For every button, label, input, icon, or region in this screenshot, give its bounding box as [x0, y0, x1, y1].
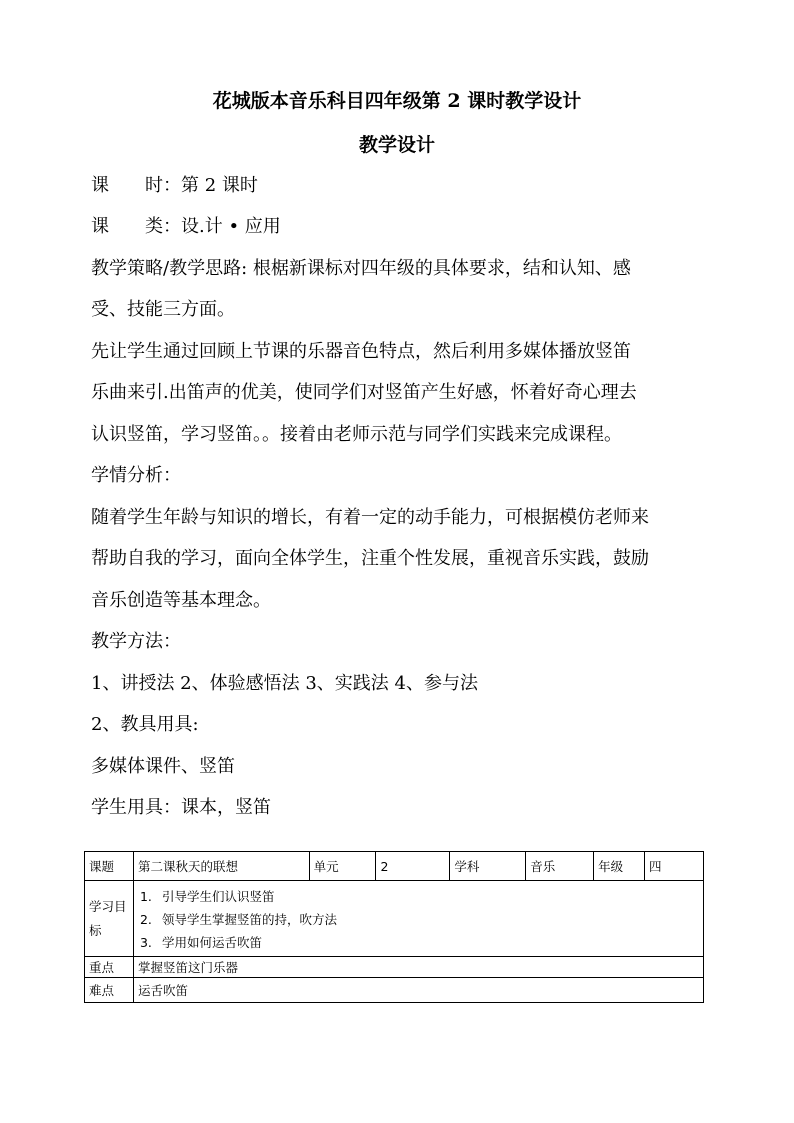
lesson-type-row: [91, 212, 281, 238]
paragraph-line: 认识竖笛，学习竖笛。。接着由老师示范与同学们实践来完成课程。: [91, 424, 622, 445]
section-heading-teaching-methods: 教学方法：: [91, 631, 181, 652]
document-title: 花城版本音乐科目四年级第 2 课时教学设计: [212, 90, 582, 112]
subject-value: 音乐: [526, 852, 594, 881]
paragraph-line: 乐曲来引.出笛声的优美，使同学们对竖笛产生好感，怀着好奇心理去: [91, 382, 637, 403]
key-point-label: 重点: [85, 957, 134, 978]
grade-label: 年级: [594, 852, 645, 881]
paragraph-line: 多媒体课件、竖笛: [91, 756, 235, 777]
section-heading-teaching-aids: 2、教具用具:: [91, 714, 199, 735]
table-row: [85, 852, 704, 881]
difficulty-label: 难点: [85, 978, 134, 1003]
type-label: 课: [91, 216, 133, 237]
period-row: [91, 171, 258, 197]
paragraph-line: 教学策略/教学思路: 根椐新课标对四年级的具体要求，结和认知、感: [91, 258, 631, 279]
paragraph-line: 1、讲授法 2、体验感悟法 3、实践法 4、参与法: [91, 673, 478, 694]
subject-label: 学科: [450, 852, 526, 881]
goals-cell: [133, 881, 703, 957]
period-label: 课: [91, 175, 133, 196]
section-heading-learning-analysis: 学情分析：: [91, 465, 181, 486]
paragraph-line: 学生用具：课本，竖笛: [91, 797, 271, 818]
paragraph-line: 随着学生年龄与知识的增长，有着一定的动手能力，可根据模仿老师来: [91, 507, 649, 528]
grade-value: 四: [645, 852, 704, 881]
list-item: 3. 学用如何运舌吹笛: [139, 935, 262, 950]
type-label-suffix: 类：: [145, 216, 181, 237]
goals-label: 学习目标: [85, 881, 134, 957]
paragraph-line: 音乐创造等基本理念。: [91, 590, 271, 611]
paragraph-line: 受、技能三方面。: [91, 299, 235, 320]
unit-value: 2: [376, 852, 450, 881]
type-value: 设.计 • 应用: [181, 216, 281, 237]
table-row: [85, 881, 704, 957]
list-item: 2. 领导学生掌握竖笛的持，吹方法: [139, 912, 337, 927]
period-value: 第 2 课时: [181, 175, 258, 196]
lesson-info-table: [84, 851, 704, 1003]
period-label-suffix: 时：: [145, 175, 181, 196]
table-row: [85, 957, 704, 978]
document-subtitle: 教学设计: [358, 134, 435, 156]
topic-value: 第二课秋天的联想: [133, 852, 309, 881]
paragraph-line: 帮助自我的学习，面向全体学生，注重个性发展，重视音乐实践，鼓励: [91, 548, 649, 569]
unit-label: 单元: [309, 852, 376, 881]
list-item: 1. 引导学生们认识竖笛: [139, 889, 275, 904]
topic-label: 课题: [85, 852, 134, 881]
table-row: [85, 978, 704, 1003]
paragraph-line: 先让学生通过回顾上节课的乐器音色特点，然后利用多媒体播放竖笛: [91, 341, 631, 362]
difficulty-value: 运舌吹笛: [133, 978, 703, 1003]
goals-list: [134, 881, 703, 956]
key-point-value: 掌握竖笛这门乐器: [133, 957, 703, 978]
